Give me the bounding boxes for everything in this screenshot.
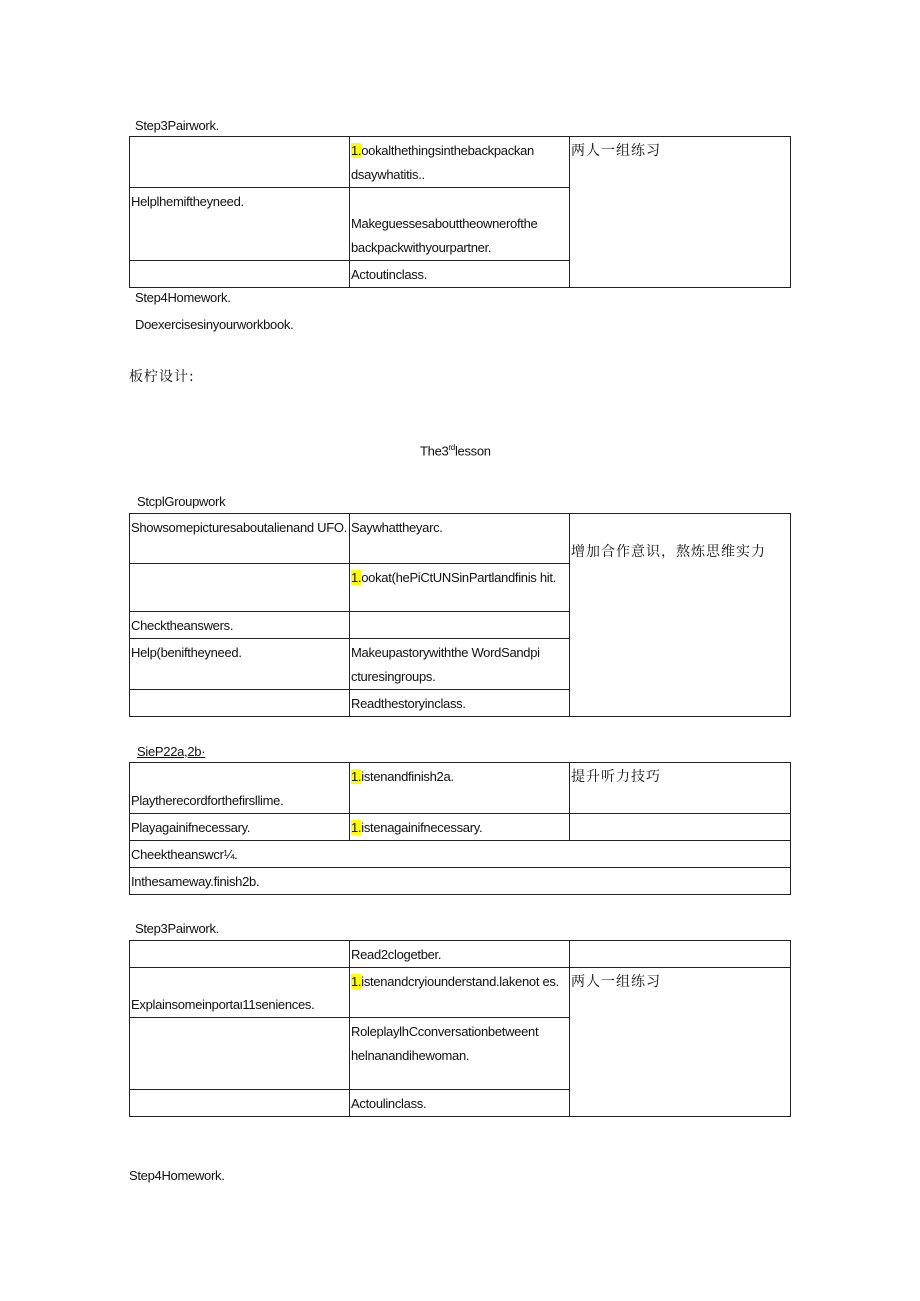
pairwork-table-1: [129, 136, 791, 288]
cell-text: RoleplaylhCconversationbetweent helnanandihewoman.: [351, 1024, 539, 1063]
cell-text: Makeguessesabouttheownerofthe backpackwithyourpartner.: [351, 216, 538, 255]
cell-text: istenagainifnecessary.: [361, 820, 483, 835]
cell-text: Actoutinclass.: [351, 267, 428, 282]
table-cell: [570, 968, 791, 1117]
cell-text: Explainsomeinportaι11seniences.: [131, 997, 315, 1012]
cell-text: Playagainifnecessary.: [131, 820, 251, 835]
table-cell: [350, 188, 570, 261]
cell-text: Saywhattheyarc.: [351, 520, 443, 535]
item-number: 1.: [351, 769, 362, 784]
cell-text: Cheektheanswcr¼.: [131, 847, 238, 862]
cell-text: Checktheanswers.: [131, 618, 234, 633]
table-cell: [130, 188, 350, 261]
table-cell: [570, 763, 791, 814]
cell-text: istenandfinish2a.: [361, 769, 454, 784]
table-cell: [350, 1018, 570, 1090]
cell-text: 两人一组练习: [571, 974, 661, 990]
cell-text: Readthestoryinclass.: [351, 696, 466, 711]
table-cell: [130, 564, 350, 612]
table-cell: [350, 514, 570, 564]
table-cell: [350, 639, 570, 690]
item-number: 1.: [351, 974, 362, 989]
cell-text: Help(beniftheyneed.: [131, 645, 242, 660]
item-number: 1.: [351, 570, 362, 585]
table-cell: [130, 1018, 350, 1090]
table-cell: [350, 612, 570, 639]
table-cell: [130, 690, 350, 717]
cell-text: Playtherecordforthefirsllime.: [131, 793, 284, 808]
cell-text: 两人一组练习: [571, 143, 661, 159]
step4-heading-1: Step4Homework.: [135, 290, 231, 305]
cell-text: Actoulinclass.: [351, 1096, 427, 1111]
table-cell: [130, 514, 350, 564]
step3-heading-1: Step3Pairwork.: [135, 118, 219, 133]
table-cell: [350, 1090, 570, 1117]
cell-text: Helplhemiftheyneed.: [131, 194, 244, 209]
table-cell: [570, 941, 791, 968]
cell-text: Read2clogetber.: [351, 947, 442, 962]
cell-text: 增加合作意识，熬炼思维实力: [571, 544, 766, 560]
table-cell: [350, 941, 570, 968]
item-number: 1.: [351, 143, 362, 158]
table-cell: [130, 941, 350, 968]
table-cell: [350, 564, 570, 612]
cell-text: ookalthethingsinthebackpackan dsaywhatitis..: [351, 143, 534, 182]
homework-text: Doexercisesinyourworkbook.: [135, 317, 294, 332]
table-cell: [130, 868, 791, 895]
table-cell: [130, 261, 350, 288]
cell-text: Makeupastorywiththe WordSandpi cturesingroups.: [351, 645, 540, 684]
pairwork-table-2: [129, 940, 791, 1117]
table-cell: [130, 639, 350, 690]
table-cell: [570, 137, 791, 288]
cell-text: ookat(hePiCtUNSinPartlandfinis hit.: [361, 570, 556, 585]
lesson-title: The3rdlesson: [420, 443, 491, 459]
step1-heading: StcplGroupwork: [137, 494, 226, 509]
table-cell: [130, 1090, 350, 1117]
table-cell: [350, 261, 570, 288]
groupwork-table: [129, 513, 791, 717]
step3-heading-2: Step3Pairwork.: [135, 921, 219, 936]
table-cell: [350, 968, 570, 1018]
step2-heading: SieP22a,2b·: [137, 744, 206, 759]
table-cell: [570, 814, 791, 841]
table-cell: [130, 137, 350, 188]
step4-heading-2: Step4Homework.: [129, 1168, 225, 1183]
table-cell: [570, 514, 791, 717]
table-cell: [130, 612, 350, 639]
table-cell: [130, 763, 350, 814]
table-cell: [130, 814, 350, 841]
cell-text: istenandcryiounderstand.lakenot es.: [361, 974, 559, 989]
board-design-label: 板柠设计:: [129, 369, 195, 385]
table-cell: [350, 137, 570, 188]
table-cell: [350, 763, 570, 814]
cell-text: 提升听力技巧: [571, 769, 661, 785]
cell-text: Showsomepicturesaboutalienand UFO.: [131, 520, 347, 535]
table-cell: [350, 814, 570, 841]
item-number: 1.: [351, 820, 362, 835]
listening-table: [129, 762, 791, 895]
cell-text: Inthesameway.finish2b.: [131, 874, 260, 889]
table-cell: [130, 841, 791, 868]
table-cell: [130, 968, 350, 1018]
table-cell: [350, 690, 570, 717]
